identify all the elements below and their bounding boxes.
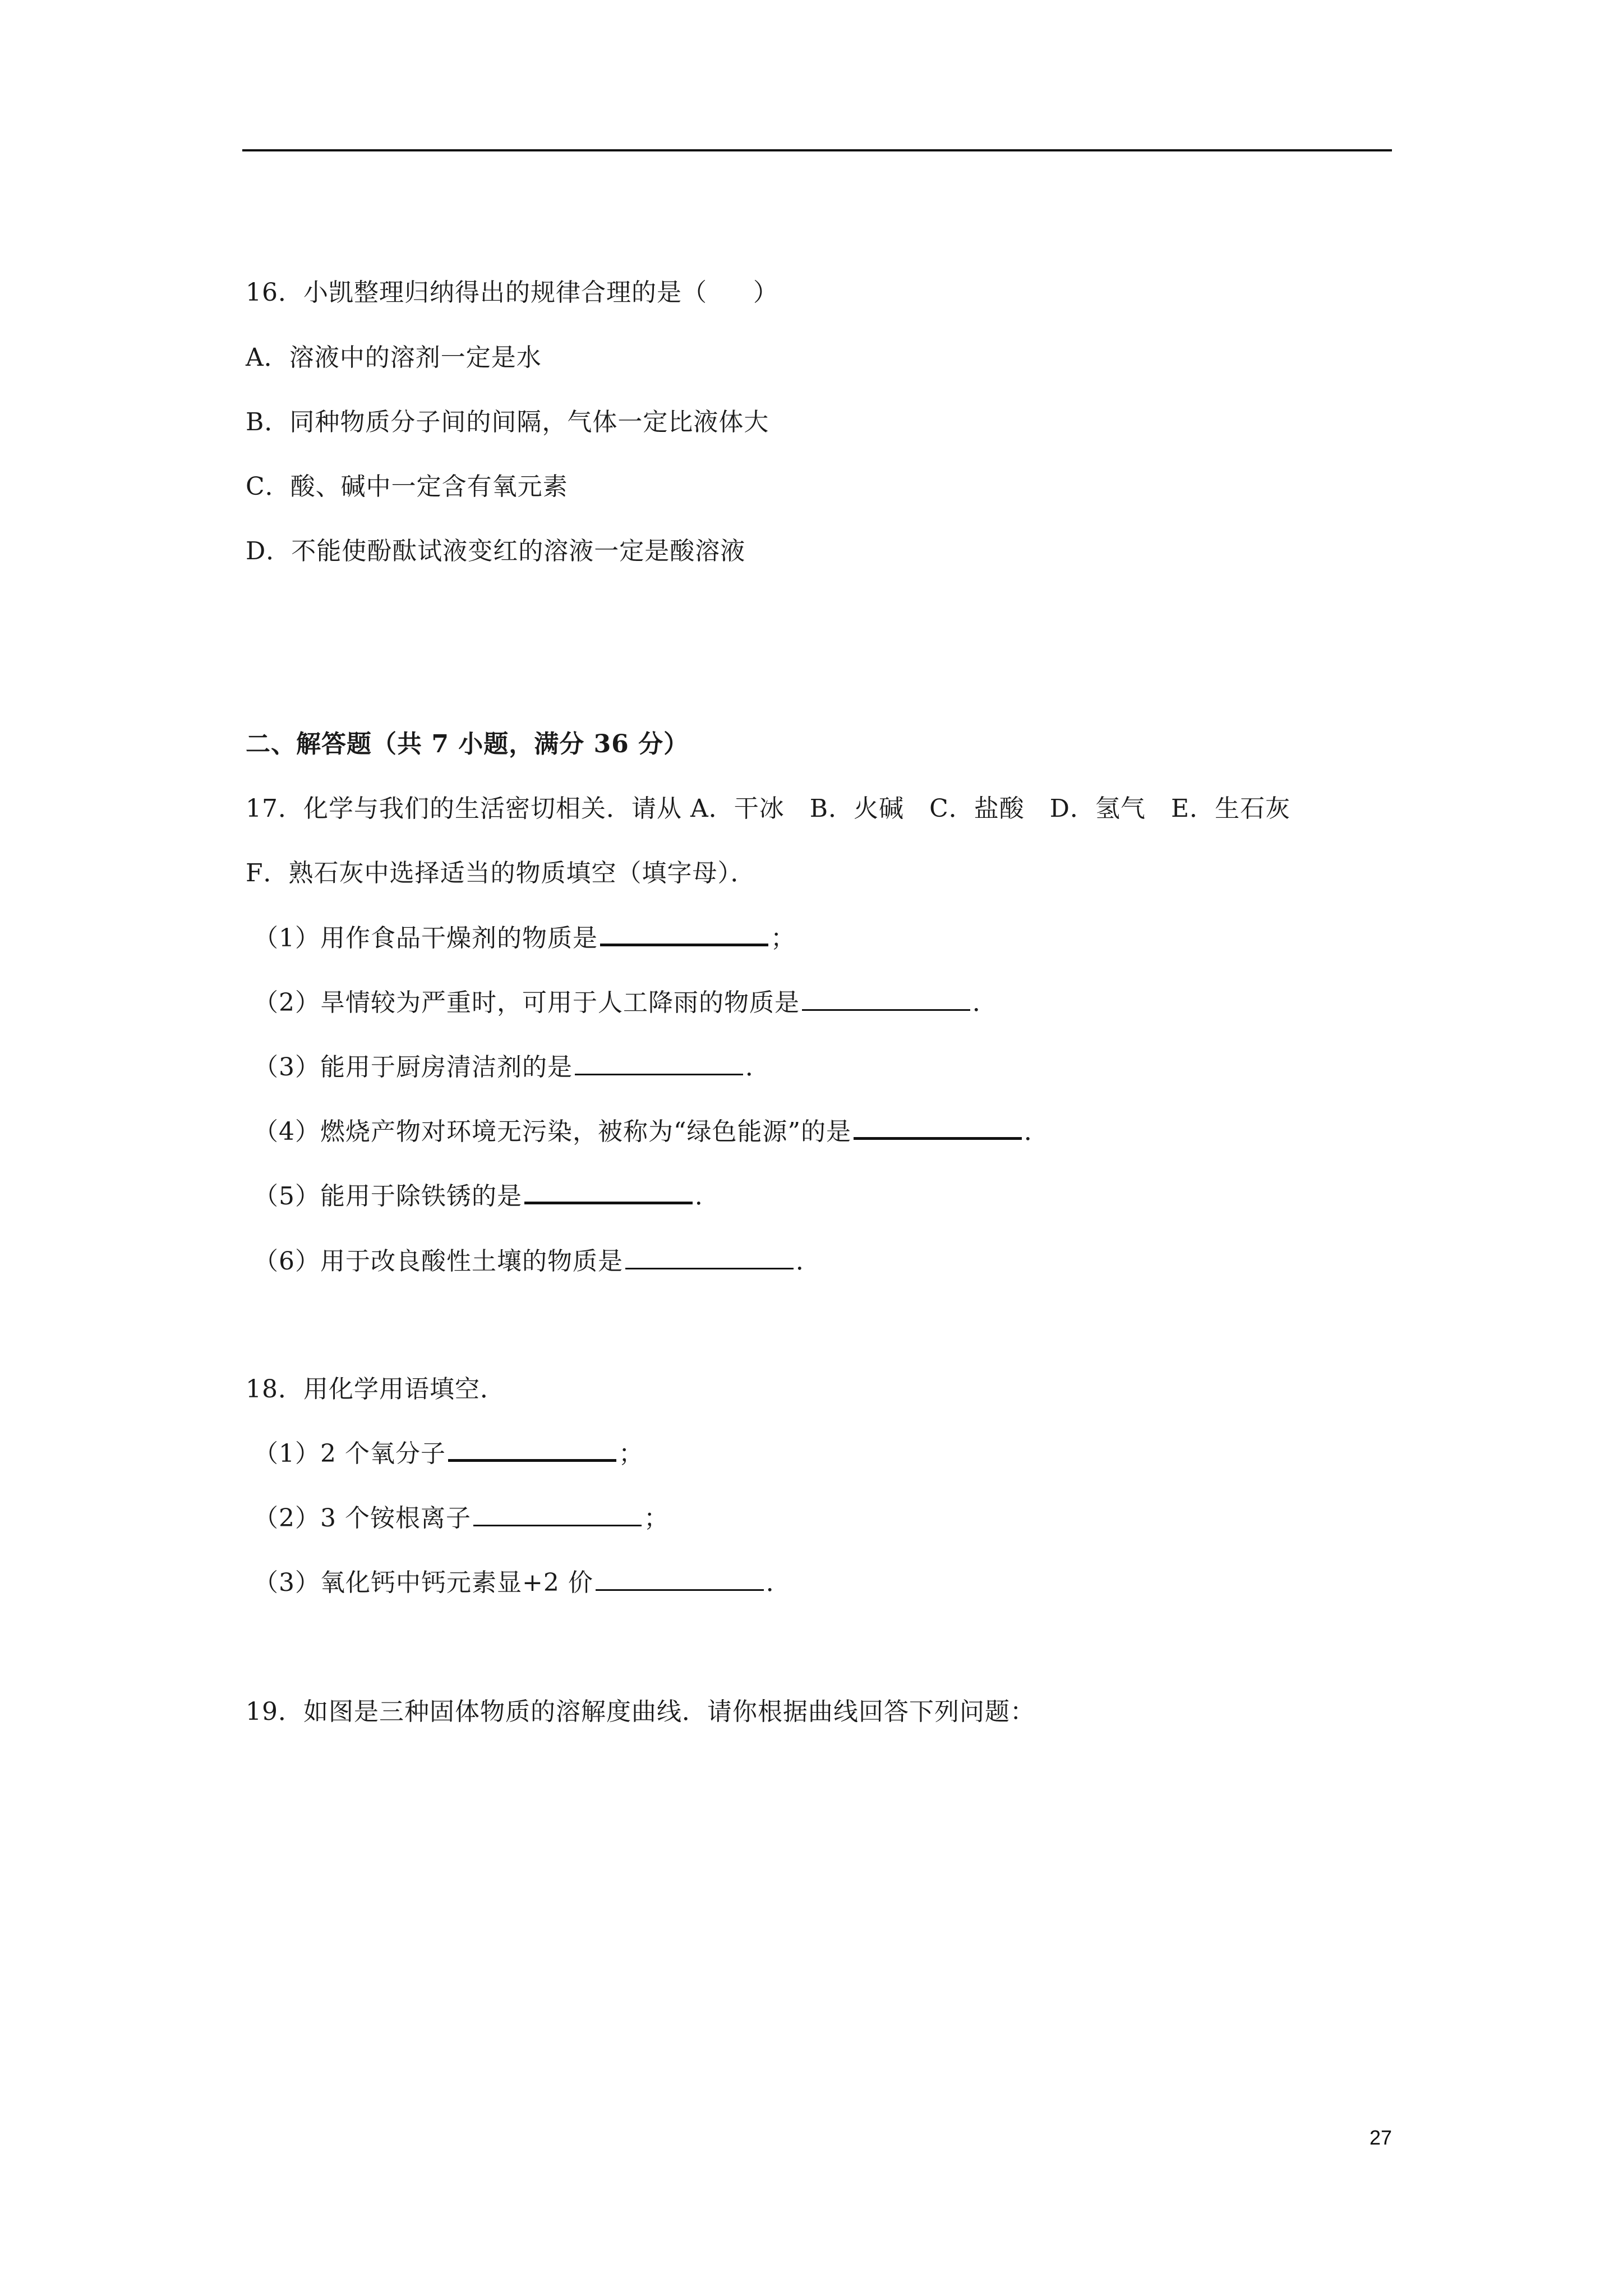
q16-option-c: C．酸、碱中一定含有氧元素 (246, 472, 568, 501)
answer-blank[interactable] (473, 1504, 642, 1526)
q17-item-5 (253, 1180, 720, 1213)
header-rule (242, 149, 1392, 151)
q18-item-2 (253, 1502, 669, 1535)
q17-stem-line1: 17．化学与我们的生活密切相关．请从 A．干冰 B．火碱 C．盐酸 D．氢气 E．生石灰 (246, 794, 1291, 823)
answer-blank[interactable] (802, 989, 970, 1011)
q17-stem-line2: F．熟石灰中选择适当的物质填空（填字母）． (246, 859, 756, 887)
answer-blank[interactable] (625, 1248, 794, 1269)
answer-blank[interactable] (596, 1569, 764, 1591)
q18-item-text: （3）氧化钙中钙元素显+2 价 (253, 1568, 593, 1597)
q16-option-a: A．溶液中的溶剂一定是水 (246, 343, 542, 372)
q17-item-text: （5）能用于除铁锈的是 (253, 1182, 522, 1211)
q18-item-3 (253, 1566, 791, 1600)
q17-item-text: （4）燃烧产物对环境无污染，被称为“绿色能源”的是 (253, 1117, 851, 1146)
q17-item-end: ． (1023, 1117, 1049, 1146)
q17-item-1 (253, 922, 796, 955)
q18-item-1 (253, 1437, 644, 1471)
q19-stem: 19．如图是三种固体物质的溶解度曲线．请你根据曲线回答下列问题： (246, 1697, 1035, 1726)
answer-blank[interactable] (575, 1053, 743, 1075)
q18-item-end: ； (618, 1439, 644, 1468)
q17-item-text: （2）旱情较为严重时，可用于人工降雨的物质是 (253, 988, 800, 1017)
q17-item-end: ； (771, 924, 796, 953)
q17-item-end: ． (695, 1182, 720, 1211)
q17-item-4 (253, 1115, 1049, 1149)
q18-item-text: （2）3 个铵根离子 (253, 1504, 471, 1533)
q17-item-3 (253, 1051, 771, 1084)
answer-blank[interactable] (854, 1117, 1022, 1140)
q17-item-text: （1）用作食品干燥剂的物质是 (253, 924, 598, 953)
q17-item-end: ． (972, 988, 998, 1017)
answer-blank[interactable] (600, 923, 768, 946)
answer-blank[interactable] (524, 1181, 693, 1204)
q17-item-text: （3）能用于厨房清洁剂的是 (253, 1053, 573, 1082)
q16-stem (246, 276, 778, 310)
section-title: 二、解答题（共 7 小题，满分 36 分） (246, 730, 689, 758)
q16-option-b: B．同种物质分子间的间隔，气体一定比液体大 (246, 408, 769, 436)
q17-item-end: ． (796, 1247, 821, 1276)
q16-option-d: D．不能使酚酞试液变红的溶液一定是酸溶液 (246, 537, 746, 565)
q18-item-end: ． (766, 1568, 791, 1597)
q18-item-text: （1）2 个氧分子 (253, 1439, 446, 1468)
q18-item-end: ； (643, 1504, 669, 1533)
q17-item-end: ． (745, 1053, 771, 1082)
q16-stem-end: ） (753, 278, 778, 307)
page-number: 27 (1369, 2126, 1392, 2149)
q18-stem: 18．用化学用语填空． (246, 1375, 505, 1404)
answer-blank[interactable] (448, 1439, 616, 1462)
q17-item-2 (253, 986, 998, 1020)
q17-item-6 (253, 1245, 821, 1278)
q16-stem-text: 16．小凯整理归纳得出的规律合理的是（ (246, 278, 707, 307)
q17-item-text: （6）用于改良酸性土壤的物质是 (253, 1247, 623, 1276)
